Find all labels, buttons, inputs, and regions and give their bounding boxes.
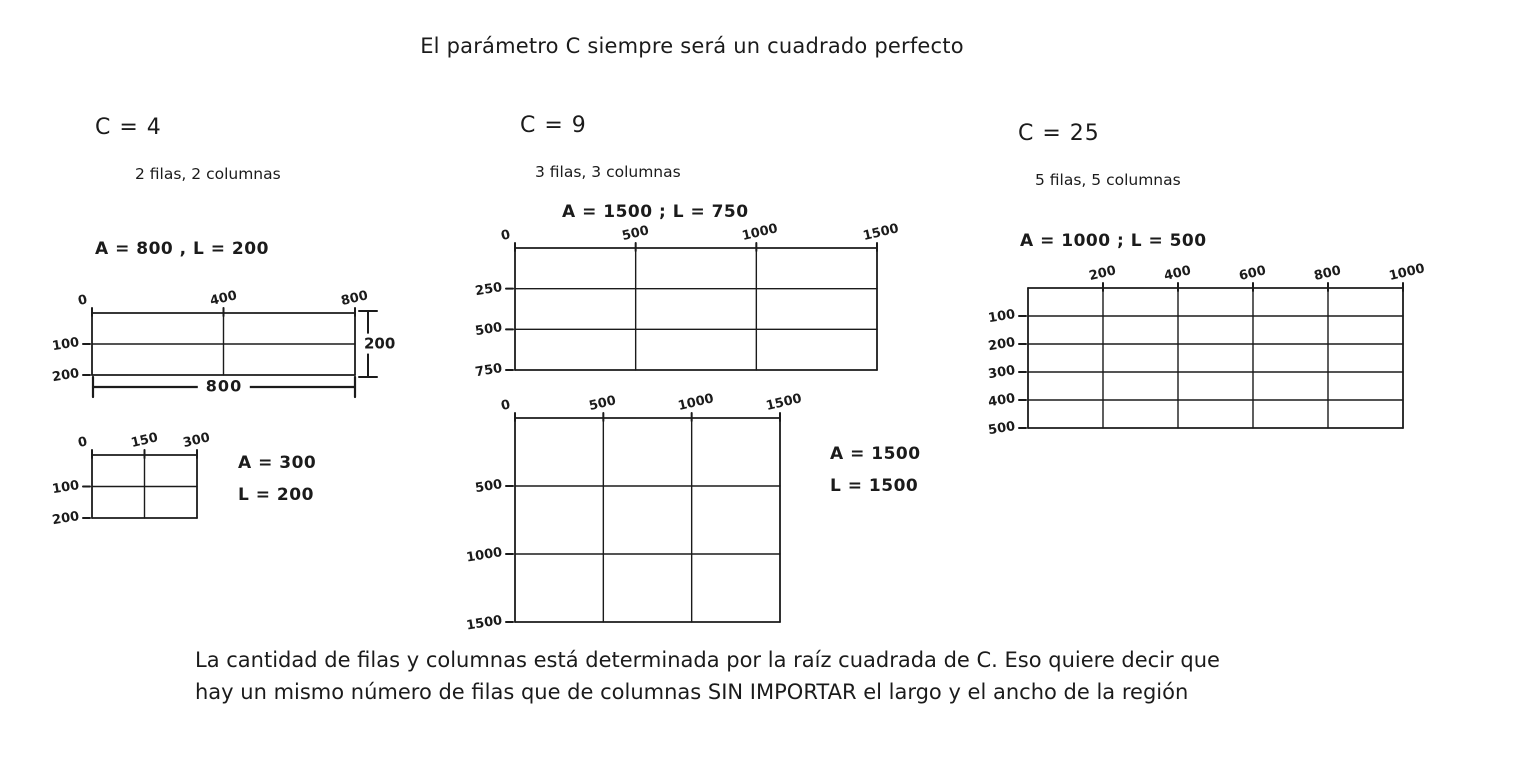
- y-tick-label: 100: [51, 335, 81, 355]
- grid-lines-icon: [515, 248, 877, 370]
- height-dimension-label: 200: [364, 334, 396, 353]
- y-tick-label: 200: [51, 509, 81, 529]
- footer-note: [195, 644, 1315, 708]
- c4-example2-l-label: L = 200: [238, 485, 314, 505]
- grid-c25-main: [987, 261, 1427, 439]
- x-tick-label: 0: [76, 434, 89, 451]
- x-tick-label: 1000: [676, 391, 715, 414]
- y-tick-label: 500: [474, 320, 504, 340]
- x-tick-label: 400: [208, 288, 238, 309]
- grid-c9-square: [465, 391, 804, 634]
- x-tick-label: 150: [129, 430, 159, 451]
- width-dimension-bracket: [90, 375, 358, 399]
- x-tick-label: 1000: [1387, 261, 1427, 284]
- y-tick-label: 750: [474, 361, 504, 381]
- section-c25-rowcol-label: 5 filas, 5 columnas: [1035, 171, 1181, 189]
- page-title: El parámetro C siempre será un cuadrado perfecto: [420, 34, 964, 58]
- x-tick-label: 400: [1162, 263, 1193, 284]
- section-c4-params-label: A = 800 , L = 200: [95, 239, 269, 259]
- x-tick-label: 200: [1087, 263, 1118, 284]
- y-tick-label: 400: [987, 391, 1017, 411]
- x-tick-label: 800: [1312, 263, 1343, 284]
- section-c9-rowcol-label: 3 filas, 3 columnas: [535, 163, 681, 181]
- section-c25-params-label: A = 1000 ; L = 500: [1020, 231, 1207, 251]
- y-tick-label: 1500: [465, 613, 504, 634]
- y-tick-label: 100: [51, 477, 81, 497]
- x-tick-label: 600: [1237, 263, 1268, 284]
- grid-lines-icon: [515, 418, 780, 622]
- grid-c4-small: [51, 430, 212, 529]
- x-tick-label: 500: [620, 223, 651, 244]
- section-c9-heading: C = 9: [520, 113, 587, 138]
- y-tick-label: 500: [474, 477, 504, 497]
- width-dimension-label: 800: [198, 377, 250, 396]
- c4-example2-a-label: A = 300: [238, 453, 317, 473]
- x-tick-label: 300: [181, 430, 212, 451]
- y-tick-label: 300: [987, 363, 1017, 383]
- c9-example2-l-label: L = 1500: [830, 476, 919, 496]
- section-c25-heading: C = 25: [1018, 121, 1100, 146]
- footer-line-1: La cantidad de filas y columnas está determinada por la raíz cuadrada de C. Eso quiere decir que: [195, 648, 1220, 672]
- grid-lines-icon: [92, 313, 355, 375]
- x-tick-label: 0: [76, 292, 89, 309]
- x-tick-label: 1000: [740, 221, 780, 244]
- y-tick-label: 1000: [465, 545, 504, 566]
- section-c4-rowcol-label: 2 filas, 2 columnas: [135, 165, 281, 183]
- x-tick-label: 1500: [764, 391, 804, 414]
- grid-c9-wide: [474, 221, 901, 381]
- x-tick-label: 1500: [861, 221, 901, 244]
- footer-line-2: hay un mismo número de filas que de columnas SIN IMPORTAR el largo y el ancho de la región: [195, 680, 1189, 704]
- height-dimension-bracket: [353, 308, 396, 380]
- y-tick-label: 250: [474, 279, 504, 299]
- c9-example2-labels: [830, 438, 921, 502]
- x-tick-label: 0: [499, 397, 512, 414]
- grid-c4-main: [51, 288, 370, 386]
- grid-lines-icon: [92, 455, 197, 518]
- c4-example2-labels: [238, 447, 316, 511]
- y-tick-label: 100: [987, 307, 1017, 327]
- c9-example2-a-label: A = 1500: [830, 444, 921, 464]
- y-tick-label: 200: [987, 335, 1017, 355]
- y-tick-label: 500: [987, 419, 1017, 439]
- section-c9-params-label: A = 1500 ; L = 750: [562, 202, 749, 222]
- x-tick-label: 0: [499, 227, 512, 244]
- x-tick-label: 800: [339, 288, 370, 309]
- y-tick-label: 200: [51, 366, 81, 386]
- grid-lines-icon: [1028, 288, 1403, 428]
- section-c4-heading: C = 4: [95, 115, 162, 140]
- x-tick-label: 500: [587, 393, 618, 414]
